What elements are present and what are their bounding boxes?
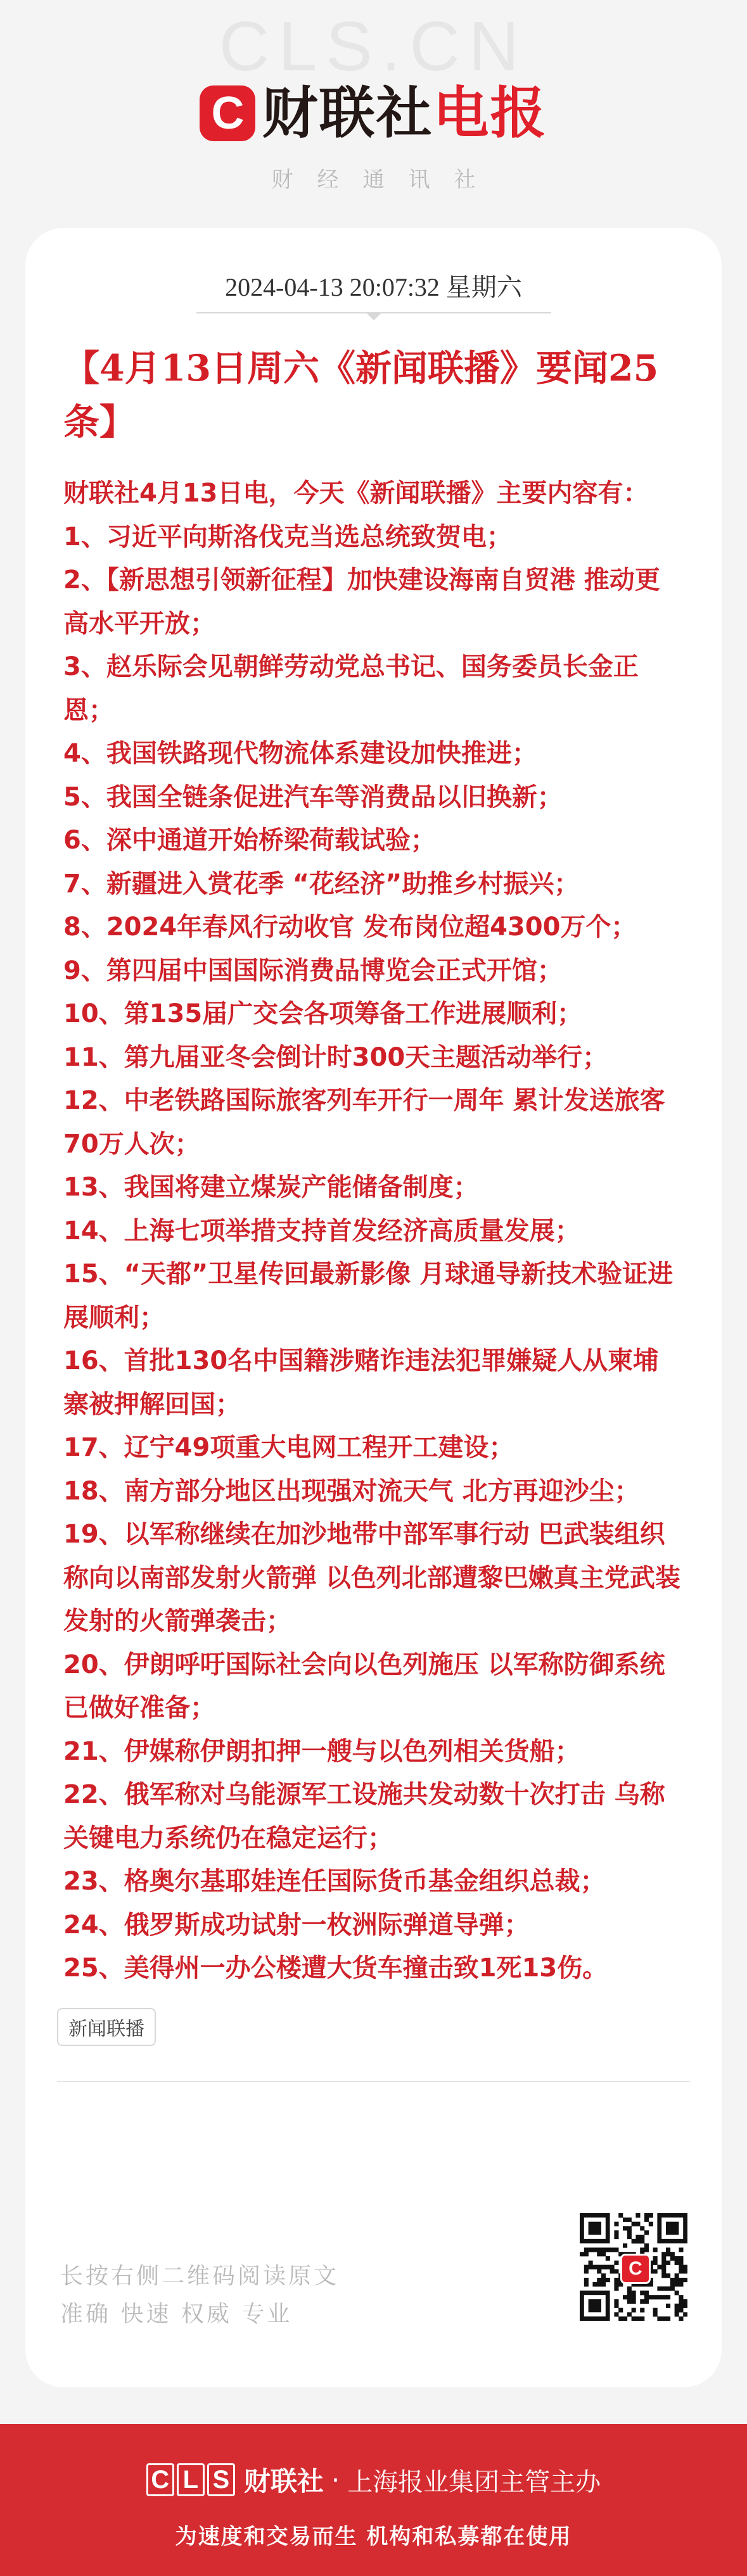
article-body [63, 472, 684, 1990]
brand-name: 财联社电报 [262, 80, 547, 146]
news-item: 4、我国铁路现代物流体系建设加快推进； [63, 739, 537, 768]
cls-letter-s: S [207, 2463, 235, 2496]
news-item: 22、俄军称对乌能源军工设施共发动数十次打击 乌称关键电力系统仍在稳定运行； [63, 1780, 665, 1853]
news-item: 18、南方部分地区出现强对流天气 北方再迎沙尘； [63, 1476, 640, 1506]
news-item: 16、首批130名中国籍涉赌诈违法犯罪嫌疑人从柬埔寨被押解回国； [63, 1346, 659, 1419]
datetime-divider [196, 312, 551, 313]
footer-brand-row [0, 2461, 747, 2499]
news-item: 8、2024年春风行动收官 发布岗位超4300万个； [63, 912, 637, 942]
footer-brand: 财联社 [243, 2466, 324, 2497]
brand-tagline: 财经通讯社 [271, 167, 500, 193]
news-item: 5、我国全链条促进汽车等消费品以旧换新； [63, 782, 563, 812]
cls-letter-l: L [177, 2463, 205, 2496]
article-headline: 【4月13日周六《新闻联播》要闻25条】 [63, 347, 659, 443]
article-intro: 财联社4月13日电，今天《新闻联播》主要内容有： [63, 479, 649, 508]
news-item: 7、新疆进入赏花季 “花经济”助推乡村振兴； [63, 869, 580, 899]
news-item: 11、第九届亚冬会倒计时300天主题活动举行； [63, 1042, 608, 1072]
news-item: 24、俄罗斯成功试射一枚洲际弹道导弹； [63, 1910, 530, 1940]
news-item: 6、深中通道开始桥梁荷载试验； [63, 826, 436, 855]
qr-hint-line1: 长按右侧二维码阅读原文 [60, 2263, 340, 2289]
news-item: 21、伊媒称伊朗扣押一艘与以色列相关货船； [63, 1736, 580, 1766]
brand-logo [0, 80, 747, 146]
news-item: 23、格奥尔基耶娃连任国际货币基金组织总裁； [63, 1867, 606, 1896]
footer-separator: · [331, 2464, 340, 2496]
footer-slogan: 为速度和交易而生 机构和私募都在使用 [175, 2524, 572, 2549]
footer-bar [0, 2424, 747, 2576]
brand-header [0, 0, 747, 228]
news-item: 15、“天都”卫星传回最新影像 月球通导新技术验证进展顺利； [63, 1260, 674, 1332]
qr-hint [60, 2257, 339, 2333]
qr-logo: C [620, 2254, 651, 2284]
logo-badge: C [200, 85, 255, 141]
news-item: 12、中老铁路国际旅客列车开行一周年 累计发送旅客70万人次； [63, 1086, 665, 1159]
news-item: 20、伊朗呼吁国际社会向以色列施压 以军称防御系统已做好准备； [63, 1650, 665, 1722]
news-item: 17、辽宁49项重大电网工程开工建设； [63, 1433, 514, 1462]
topic-tag[interactable]: 新闻联播 [57, 2008, 156, 2046]
news-item: 25、美得州一办公楼遭大货车撞击致1死13伤。 [63, 1954, 608, 1983]
news-item: 1、习近平向斯洛伐克当选总统致贺电； [63, 522, 512, 552]
qr-code-icon[interactable] [580, 2213, 687, 2321]
news-item: 2、【新思想引领新征程】加快建设海南自贸港 推动更高水平开放； [63, 565, 660, 638]
news-item: 19、以军称继续在加沙地带中部军事行动 巴武装组织称向以南部发射火箭弹 以色列北部遭黎巴嫩真主党武装发射的火箭弹袭击； [63, 1520, 680, 1636]
footer-org: 上海报业集团主管主办 [347, 2467, 601, 2497]
qr-hint-line2: 准确 快速 权威 专业 [60, 2301, 293, 2327]
article-card [25, 228, 722, 2387]
news-item: 14、上海七项举措支持首发经济高质量发展； [63, 1216, 580, 1246]
news-item: 10、第135届广交会各项筹备工作进展顺利； [63, 999, 583, 1028]
watermark-text: CLS.CN [219, 8, 528, 85]
news-item: 3、赵乐际会见朝鲜劳动党总书记、国务委员长金正恩； [63, 652, 639, 725]
divider [57, 2081, 690, 2082]
cls-letter-c: C [146, 2463, 174, 2496]
news-item: 13、我国将建立煤炭产能储备制度； [63, 1173, 479, 1202]
news-list [63, 515, 684, 1990]
article-datetime: 2024-04-13 20:07:32 星期六 [225, 273, 522, 301]
news-item: 9、第四届中国国际消费品博览会正式开馆； [63, 956, 563, 985]
